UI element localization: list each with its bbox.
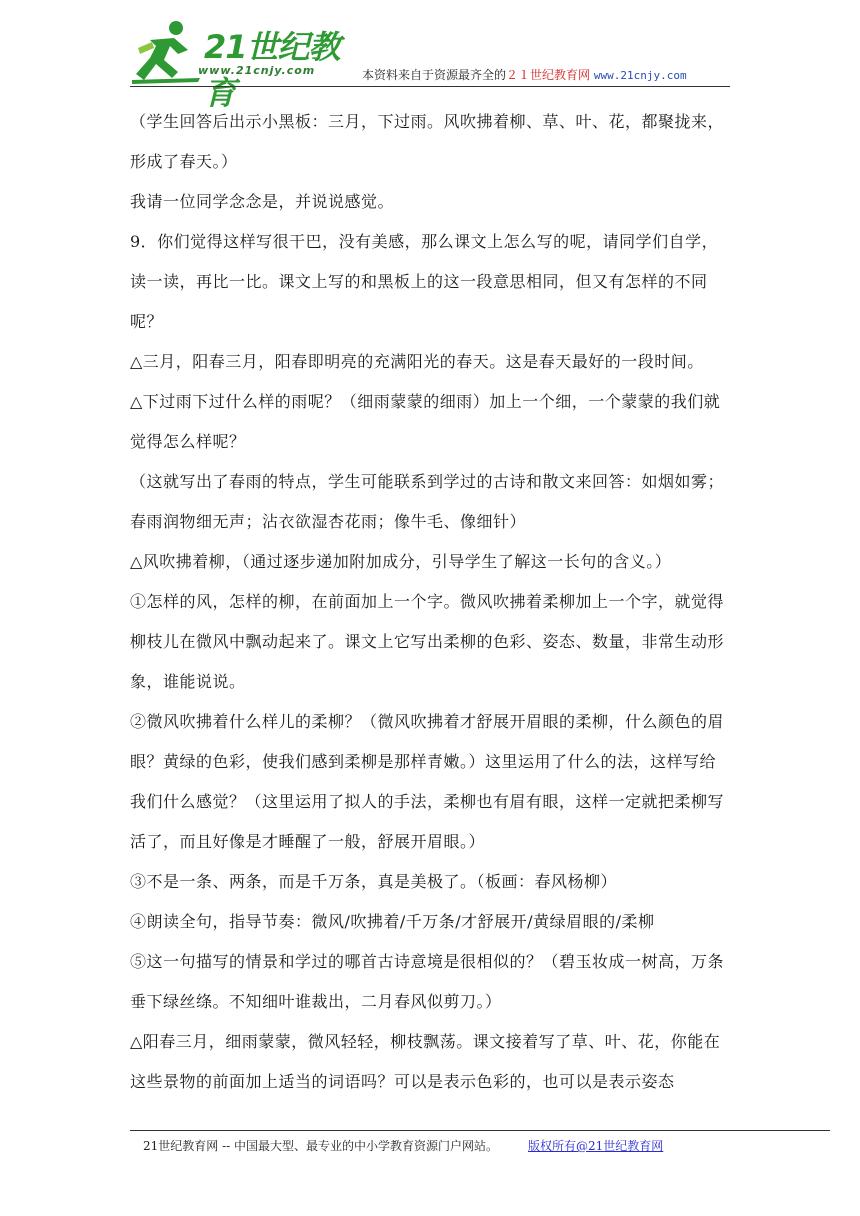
page-header bbox=[130, 14, 730, 112]
site-logo bbox=[130, 14, 360, 112]
paragraph: 9．你们觉得这样写很干巴，没有美感，那么课文上怎么写的呢，请同学们自学，读一读，再比一比。课文上写的和黑板上的这一段意思相同，但又有怎样的不同呢？ bbox=[130, 232, 719, 331]
paragraph: ④朗读全句，指导节奏：微风/吹拂着/千万条/才舒展开/黄绿眉眼的/柔柳 bbox=[130, 912, 655, 931]
logo-text: 21世纪教育 bbox=[204, 28, 340, 112]
header-note-prefix: 本资料来自于资源最齐全的 bbox=[362, 68, 507, 82]
footer-rule bbox=[130, 1130, 830, 1131]
header-note bbox=[362, 66, 687, 83]
page-footer bbox=[143, 1137, 663, 1154]
paragraph: （学生回答后出示小黑板：三月，下过雨。风吹拂着柳、草、叶、花，都聚拢来，形成了春天。） bbox=[130, 112, 725, 171]
paragraph: ①怎样的风，怎样的柳，在前面加上一个字。微风吹拂着柔柳加上一个字，就觉得柳枝儿在微风中飘动起来了。课文上它写出柔柳的色彩、姿态、数量，非常生动形象，谁能说说。 bbox=[130, 592, 725, 691]
header-site-url: www.21cnjy.com bbox=[593, 69, 687, 82]
paragraph: ③不是一条、两条，而是千万条，真是美极了。（板画：春风杨柳） bbox=[130, 872, 618, 891]
logo-url: www.21cnjy.com bbox=[198, 64, 316, 77]
header-rule bbox=[130, 86, 730, 87]
paragraph: ⑤这一句描写的情景和学过的哪首古诗意境是很相似的？（碧玉妆成一树高，万条垂下绿丝绦。不知细叶谁裁出，二月春风似剪刀。） bbox=[130, 952, 725, 1011]
copyright-link[interactable]: 版权所有@21世纪教育网 bbox=[528, 1139, 664, 1153]
paragraph: △风吹拂着柳，（通过逐步递加附加成分，引导学生了解这一长句的含义。） bbox=[130, 552, 672, 571]
paragraph: ②微风吹拂着什么样儿的柔柳？（微风吹拂着才舒展开眉眼的柔柳，什么颜色的眉眼？黄绿的色彩，使我们感到柔柳是那样青嫩。）这里运用了什么的法，这样写给我们什么感觉？（这里运用了拟人的手法，柔柳也有眉有眼，这样一定就把柔柳写活了，而且好像是才睡醒了一般，舒展开眉眼。） bbox=[130, 712, 725, 851]
document-body bbox=[130, 102, 730, 1102]
paragraph: △下过雨下过什么样的雨呢？（细雨蒙蒙的细雨）加上一个细，一个蒙蒙的我们就觉得怎么样呢？ bbox=[130, 392, 721, 451]
paragraph: （这就写出了春雨的特点，学生可能联系到学过的古诗和散文来回答：如烟如雾；春雨润物细无声；沾衣欲湿杏花雨；像牛毛、像细针） bbox=[130, 472, 725, 531]
paragraph: 我请一位同学念念是，并说说感觉。 bbox=[130, 192, 395, 211]
paragraph: △三月，阳春三月，阳春即明亮的充满阳光的春天。这是春天最好的一段时间。 bbox=[130, 352, 704, 371]
footer-text: 21世纪教育网 -- 中国最大型、最专业的中小学教育资源门户网站。 bbox=[143, 1139, 499, 1153]
paragraph: △阳春三月，细雨蒙蒙，微风轻轻，柳枝飘荡。课文接着写了草、叶、花，你能在这些景物的前面加上适当的词语吗？可以是表示色彩的，也可以是表示姿态 bbox=[130, 1032, 721, 1091]
header-site-name: ２１世纪教育网 bbox=[506, 68, 591, 82]
